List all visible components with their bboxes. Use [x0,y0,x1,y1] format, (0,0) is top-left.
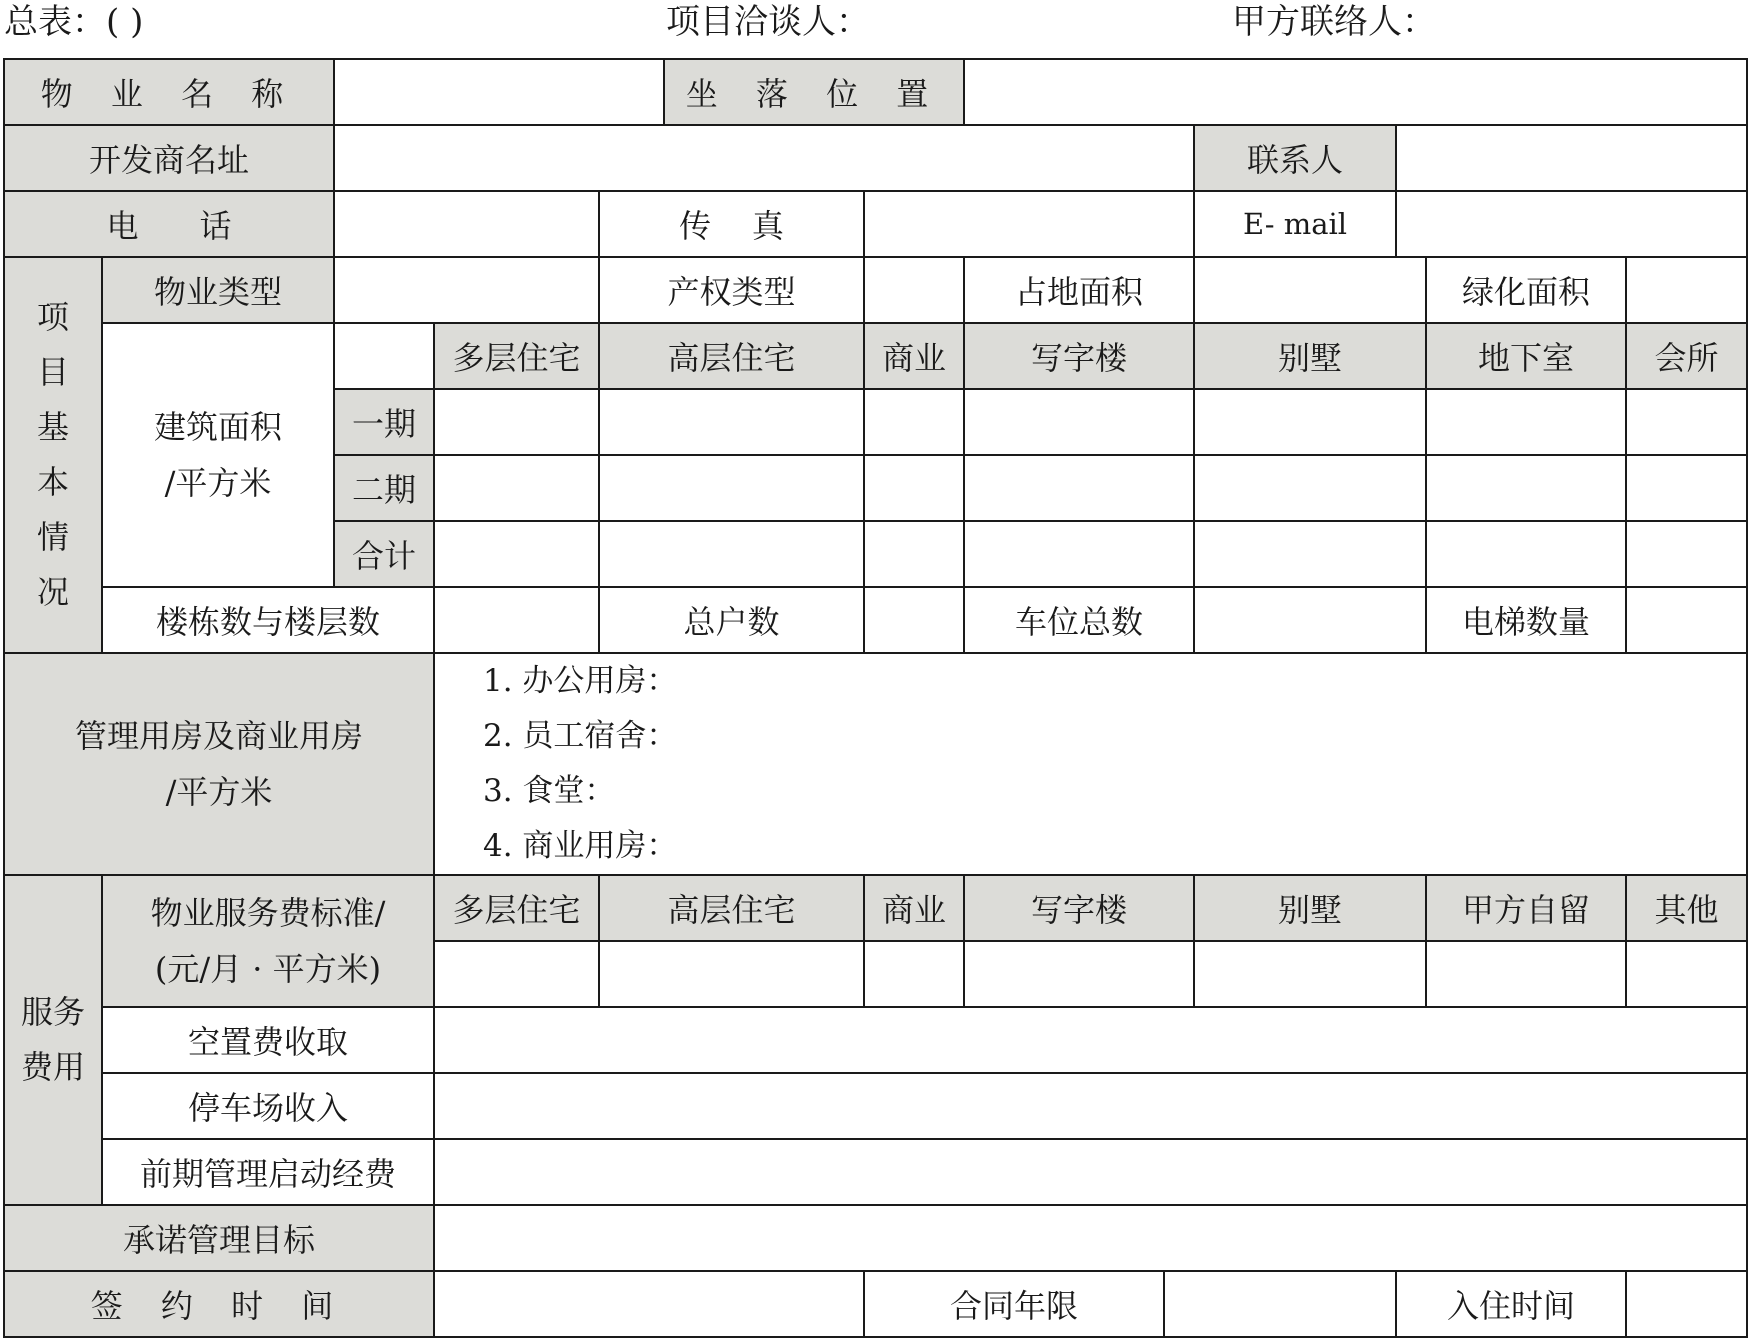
phase-1-label: 一期 [334,389,434,455]
contact-person-field[interactable] [1396,125,1747,191]
bt-clubhouse: 会所 [1626,323,1747,389]
management-goal-label: 承诺管理目标 [4,1205,434,1271]
ownership-type-label: 产权类型 [599,257,864,323]
total-label: 总表：( ) [4,2,144,42]
fee-cell[interactable] [1426,941,1626,1007]
area-cell[interactable] [1626,389,1747,455]
developer-label: 开发商名址 [4,125,334,191]
buildings-floors-label: 楼栋数与楼层数 [102,587,434,653]
total-households-field[interactable] [864,587,964,653]
mgmt-rooms-list[interactable] [434,653,1747,875]
parking-income-field[interactable] [434,1073,1747,1139]
fee-high-rise: 高层住宅 [599,875,864,941]
fee-other: 其他 [1626,875,1747,941]
phone-label: 电 话 [4,191,334,257]
elevator-count-field[interactable] [1626,587,1747,653]
fee-cell[interactable] [1194,941,1426,1007]
bt-villa: 别墅 [1194,323,1426,389]
elevator-count-label: 电梯数量 [1426,587,1626,653]
bt-high-rise: 高层住宅 [599,323,864,389]
fax-label: 传 真 [599,191,864,257]
email-field[interactable] [1396,191,1747,257]
fee-commercial: 商业 [864,875,964,941]
management-goal-field[interactable] [434,1205,1747,1271]
sign-time-field[interactable] [434,1271,864,1337]
area-cell[interactable] [434,455,599,521]
ownership-type-field[interactable] [864,257,964,323]
phase-header-empty [334,323,434,389]
area-cell[interactable] [864,389,964,455]
startup-fund-label: 前期管理启动经费 [102,1139,434,1205]
sign-time-label: 签 约 时 间 [4,1271,434,1337]
location-label: 坐 落 位 置 [664,59,964,125]
phone-field[interactable] [334,191,599,257]
fee-villa: 别墅 [1194,875,1426,941]
fee-multi-storey: 多层住宅 [434,875,599,941]
land-area-label: 占地面积 [964,257,1194,323]
property-type-label: 物业类型 [102,257,334,323]
property-type-field[interactable] [334,257,599,323]
area-cell[interactable] [964,521,1194,587]
area-cell[interactable] [1426,389,1626,455]
phase-total-label: 合计 [334,521,434,587]
buildings-floors-field[interactable] [434,587,599,653]
fee-cell[interactable] [599,941,864,1007]
area-cell[interactable] [599,521,864,587]
phase-2-label: 二期 [334,455,434,521]
fee-cell[interactable] [434,941,599,1007]
fee-office: 写字楼 [964,875,1194,941]
area-cell[interactable] [1194,455,1426,521]
parking-total-label: 车位总数 [964,587,1194,653]
section-project-basic: 项 目 基 本 情 况 [4,257,102,653]
property-name-field[interactable] [334,59,664,125]
area-cell[interactable] [1626,455,1747,521]
property-info-form [3,58,1748,1338]
bt-basement: 地下室 [1426,323,1626,389]
location-field[interactable] [964,59,1747,125]
area-cell[interactable] [1194,389,1426,455]
list-item: 3. 食堂： [483,773,616,809]
parking-total-field[interactable] [1194,587,1426,653]
section-service-fee: 服务 费用 [4,875,102,1205]
property-name-label: 物 业 名 称 [4,59,334,125]
area-cell[interactable] [1426,455,1626,521]
vacancy-fee-field[interactable] [434,1007,1747,1073]
area-cell[interactable] [864,521,964,587]
party-a-contact-label: 甲方联络人： [1232,2,1436,42]
bt-commercial: 商业 [864,323,964,389]
contract-term-label: 合同年限 [864,1271,1164,1337]
email-label: E- mail [1194,191,1396,257]
list-item: 2. 员工宿舍： [483,718,678,754]
bt-office: 写字楼 [964,323,1194,389]
form-header [0,0,1749,50]
building-area-label: 建筑面积 /平方米 [102,323,334,587]
total-households-label: 总户数 [599,587,864,653]
area-cell[interactable] [599,455,864,521]
area-cell[interactable] [434,389,599,455]
area-cell[interactable] [964,455,1194,521]
vacancy-fee-label: 空置费收取 [102,1007,434,1073]
fee-party-a-reserved: 甲方自留 [1426,875,1626,941]
negotiator-label: 项目洽谈人： [666,2,870,42]
list-item: 4. 商业用房： [483,828,678,864]
startup-fund-field[interactable] [434,1139,1747,1205]
area-cell[interactable] [1626,521,1747,587]
fee-cell[interactable] [864,941,964,1007]
green-area-field[interactable] [1626,257,1747,323]
fax-field[interactable] [864,191,1194,257]
area-cell[interactable] [1426,521,1626,587]
green-area-label: 绿化面积 [1426,257,1626,323]
contact-person-label: 联系人 [1194,125,1396,191]
contract-term-field[interactable] [1164,1271,1396,1337]
developer-field[interactable] [334,125,1194,191]
area-cell[interactable] [964,389,1194,455]
fee-cell[interactable] [964,941,1194,1007]
bt-multi-storey: 多层住宅 [434,323,599,389]
area-cell[interactable] [434,521,599,587]
area-cell[interactable] [864,455,964,521]
area-cell[interactable] [599,389,864,455]
land-area-field[interactable] [1194,257,1426,323]
mgmt-rooms-label: 管理用房及商业用房 /平方米 [4,653,434,875]
move-in-time-field[interactable] [1626,1271,1747,1337]
move-in-time-label: 入住时间 [1396,1271,1626,1337]
area-cell[interactable] [1194,521,1426,587]
list-item: 1. 办公用房： [483,663,678,699]
service-fee-label: 物业服务费标准/ (元/月 · 平方米) [102,875,434,1007]
fee-cell[interactable] [1626,941,1747,1007]
parking-income-label: 停车场收入 [102,1073,434,1139]
